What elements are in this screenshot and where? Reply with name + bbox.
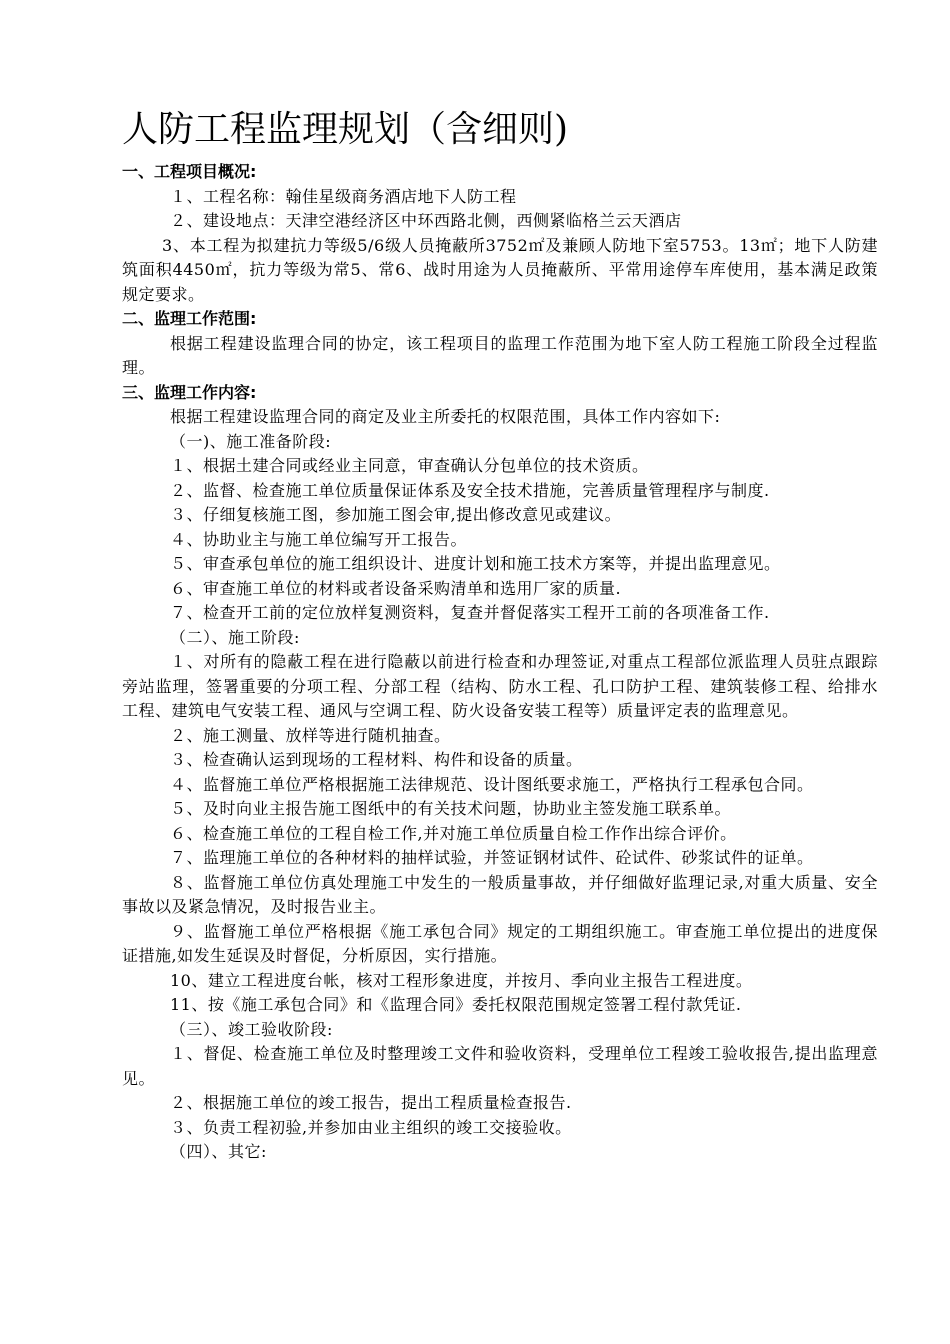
subsection-heading: （三）、竣工验收阶段: xyxy=(170,1019,333,1039)
list-item: １、对所有的隐蔽工程在进行隐蔽以前进行检查和办理签证,对重点工程部位派监理人员驻点跟踪旁站监理，签署重要的分项工程、分部工程（结构、防水工程、孔口防护工程、建筑装修工程、给排水工程、建筑电气安装工程、通风与空调工程、防火设备安装工程等）质量评定表的监理意见。 xyxy=(122,652,878,720)
list-item: ６、检查施工单位的工程自检工作,并对施工单位质量自检工作作出综合评价。 xyxy=(170,823,737,843)
list-item: ５、及时向业主报告施工图纸中的有关技术问题，协助业主签发施工联系单。 xyxy=(170,799,732,818)
list-item: ２、根据施工单位的竣工报告，提出工程质量检查报告. xyxy=(170,1093,572,1112)
list-item: ７、监理施工单位的各种材料的抽样试验，并签证钢材试件、砼试件、砂浆试件的证单。 xyxy=(170,848,814,867)
list-item: ２、施工测量、放样等进行随机抽查。 xyxy=(170,725,451,745)
list-item: ６、审查施工单位的材料或者设备采购清单和选用厂家的质量. xyxy=(170,578,622,598)
document-page xyxy=(122,100,878,1165)
list-item: 11、按《施工承包合同》和《监理合同》委托权限范围规定签署工程付款凭证. xyxy=(170,995,742,1014)
list-item: ３、负责工程初验,并参加由业主组织的竣工交接验收。 xyxy=(170,1117,572,1137)
list-item: １、督促、检查施工单位及时整理竣工文件和验收资料，受理单位工程竣工验收报告,提出监理意见。 xyxy=(122,1044,878,1088)
list-item: ３、仔细复核施工图，参加施工图会审,提出修改意见或建议。 xyxy=(170,505,622,524)
list-item: ８、监督施工单位仿真处理施工中发生的一般质量事故，并仔细做好监理记录,对重大质量、安全事故以及紧急情况，及时报告业主。 xyxy=(122,872,878,916)
subsection-heading: （四）、其它: xyxy=(170,1142,267,1161)
list-item: ５、审查承包单位的施工组织设计、进度计划和施工技术方案等，并提出监理意见。 xyxy=(170,554,781,573)
list-item: ３、检查确认运到现场的工程材料、构件和设备的质量。 xyxy=(170,750,583,769)
list-item: ９、监督施工单位严格根据《施工承包合同》规定的工期组织施工。审查施工单位提出的进度保证措施,如发生延误及时督促，分析原因，实行措施。 xyxy=(122,921,878,965)
list-item: ２、监督、检查施工单位质量保证体系及安全技术措施，完善质量管理程序与制度. xyxy=(170,480,770,500)
section-heading-content: 三、监理工作内容: xyxy=(122,382,257,402)
subsection-heading: （二）、施工阶段: xyxy=(170,627,300,647)
list-item: 10、建立工程进度台帐，核对工程形象进度，并按月、季向业主报告工程进度。 xyxy=(170,970,753,990)
list-item: １、根据土建合同或经业主同意，审查确认分包单位的技术资质。 xyxy=(170,456,649,475)
list-item: ４、协助业主与施工单位编写开工报告。 xyxy=(170,529,468,549)
subsection-heading: （一)、施工准备阶段: xyxy=(170,431,332,451)
list-item: ７、检查开工前的定位放样复测资料，复查并督促落实工程开工前的各项准备工作. xyxy=(170,603,770,622)
paragraph: 根据工程建设监理合同的商定及业主所委托的权限范围，具体工作内容如下: xyxy=(170,407,721,426)
section-heading-overview: 一、工程项目概况: xyxy=(122,162,257,181)
paragraph: １、工程名称：翰佳星级商务酒店地下人防工程 xyxy=(170,186,517,206)
section-heading-scope: 二、监理工作范围: xyxy=(122,309,257,328)
paragraph: 根据工程建设监理合同的协定，该工程项目的监理工作范围为地下室人防工程施工阶段全过程监理。 xyxy=(122,333,878,377)
document-title: 人防工程监理规划（含细则) xyxy=(122,109,569,150)
list-item: ４、监督施工单位严格根据施工法律规范、设计图纸要求施工，严格执行工程承包合同。 xyxy=(170,774,814,794)
paragraph: 3、本工程为拟建抗力等级5/6级人员掩蔽所3752㎡及兼顾人防地下室5753。13㎡；地下人防建筑面积4450㎡，抗力等级为常5、常6、战时用途为人员掩蔽所、平常用途停车库使用，基本满足政策规定要求。 xyxy=(122,235,878,304)
paragraph: ２、建设地点：天津空港经济区中环西路北侧，西侧紧临格兰云天酒店 xyxy=(170,211,682,230)
